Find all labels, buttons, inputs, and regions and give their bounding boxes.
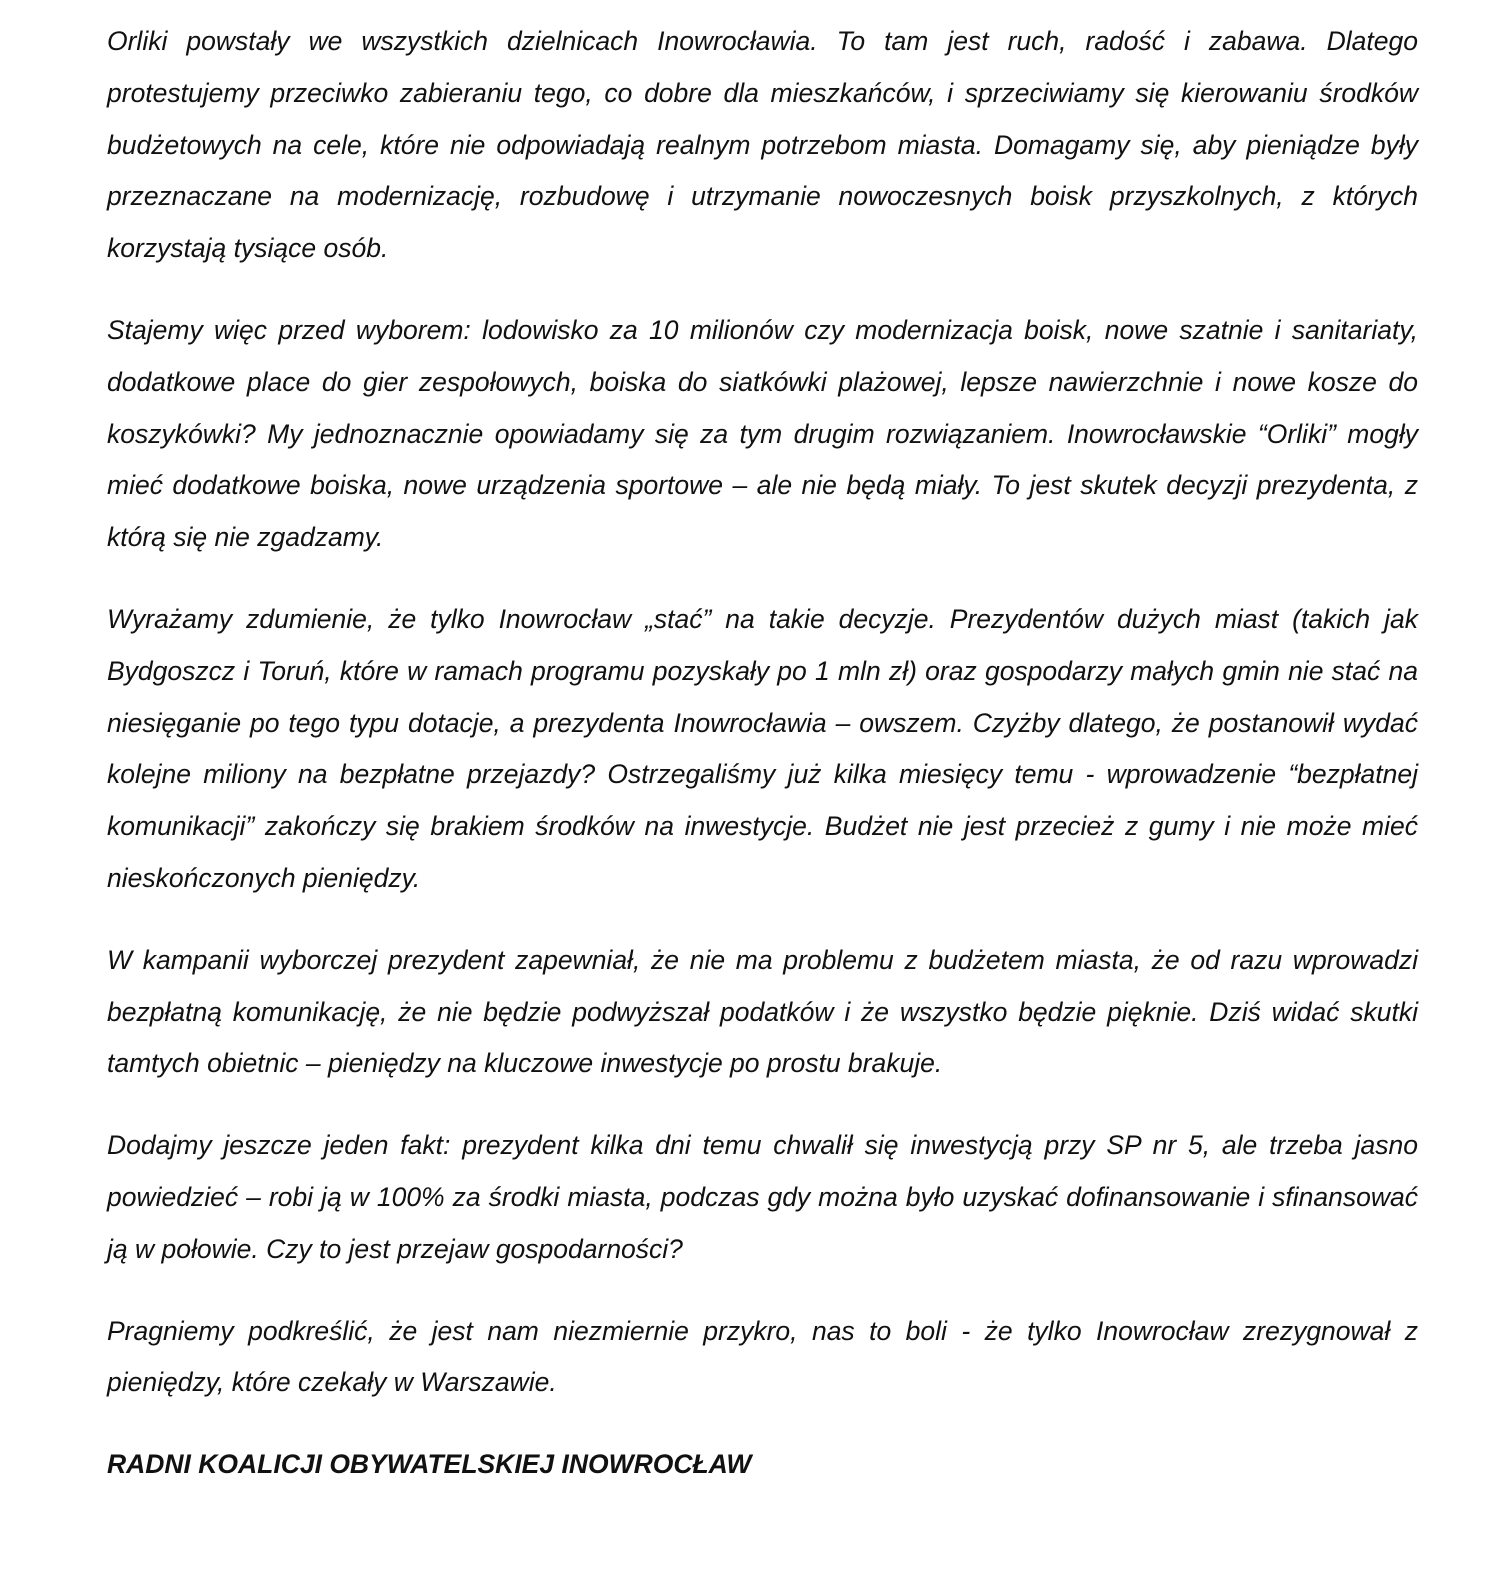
document-page — [107, 16, 1418, 1491]
paragraph-campaign: W kampanii wyborczej prezydent zapewniał, że nie ma problemu z budżetem miasta, że od razu wprowadzi bezpłatną komunikację, że nie będzie podwyższał podatków i że wszystko będzie pięknie. Dziś widać skutki tamtych obietnic – pieniędzy na kluczowe inwestycje po prostu brakuje. — [107, 944, 1418, 1079]
signature: RADNI KOALICJI OBYWATELSKIEJ INOWROCŁAW — [107, 1449, 752, 1480]
paragraph-orliki: Orliki powstały we wszystkich dzielnicach Inowrocławia. To tam jest ruch, radość i zabawa. Dlatego protestujemy przeciwko zabieraniu tego, co dobre dla mieszkańców, i sprzeciwiamy się kierowaniu środków budżetowych na cele, które nie odpowiadają realnym potrzebom miasta. Domagamy się, aby pieniądze były przeznaczane na modernizację, rozbudowę i utrzymanie nowoczesnych boisk przyszkolnych, z których korzystają tysiące osób. — [107, 26, 1418, 264]
paragraph-amazement: Wyrażamy zdumienie, że tylko Inowrocław „stać” na takie decyzje. Prezydentów dużych miast (takich jak Bydgoszcz i Toruń, które w ramach programu pozyskały po 1 mln zł) oraz gospodarzy małych gmin nie stać na niesięganie po tego typu dotacje, a prezydenta Inowrocławia – owszem. Czyżby dlatego, że postanowił wydać kolejne miliony na bezpłatne przejazdy? Ostrzegaliśmy już kilka miesięcy temu - wprowadzenie “bezpłatnej komunikacji” zakończy się brakiem środków na inwestycje. Budżet nie jest przecież z gumy i nie może mieć nieskończonych pieniędzy. — [107, 603, 1418, 893]
paragraph-fact: Dodajmy jeszcze jeden fakt: prezydent kilka dni temu chwalił się inwestycją przy SP nr 5, ale trzeba jasno powiedzieć – robi ją w 100% za środki miasta, podczas gdy można było uzyskać dofinansowanie i sfinansować ją w połowie. Czy to jest przejaw gospodarności? — [107, 1130, 1418, 1264]
paragraph-choice: Stajemy więc przed wyborem: lodowisko za 10 milionów czy modernizacja boisk, nowe szatnie i sanitariaty, dodatkowe place do gier zespołowych, boiska do siatkówki plażowej, lepsze nawierzchnie i nowe kosze do koszykówki? My jednoznacznie opowiadamy się za tym drugim rozwiązaniem. Inowrocławskie “Orliki” mogły mieć dodatkowe boiska, nowe urządzenia sportowe – ale nie będą miały. To jest skutek decyzji prezydenta, z którą się nie zgadzamy. — [107, 314, 1418, 553]
paragraph-regret: Pragniemy podkreślić, że jest nam niezmiernie przykro, nas to boli - że tylko Inowrocław zrezygnował z pieniędzy, które czekały w Warszawie. — [107, 1315, 1418, 1398]
